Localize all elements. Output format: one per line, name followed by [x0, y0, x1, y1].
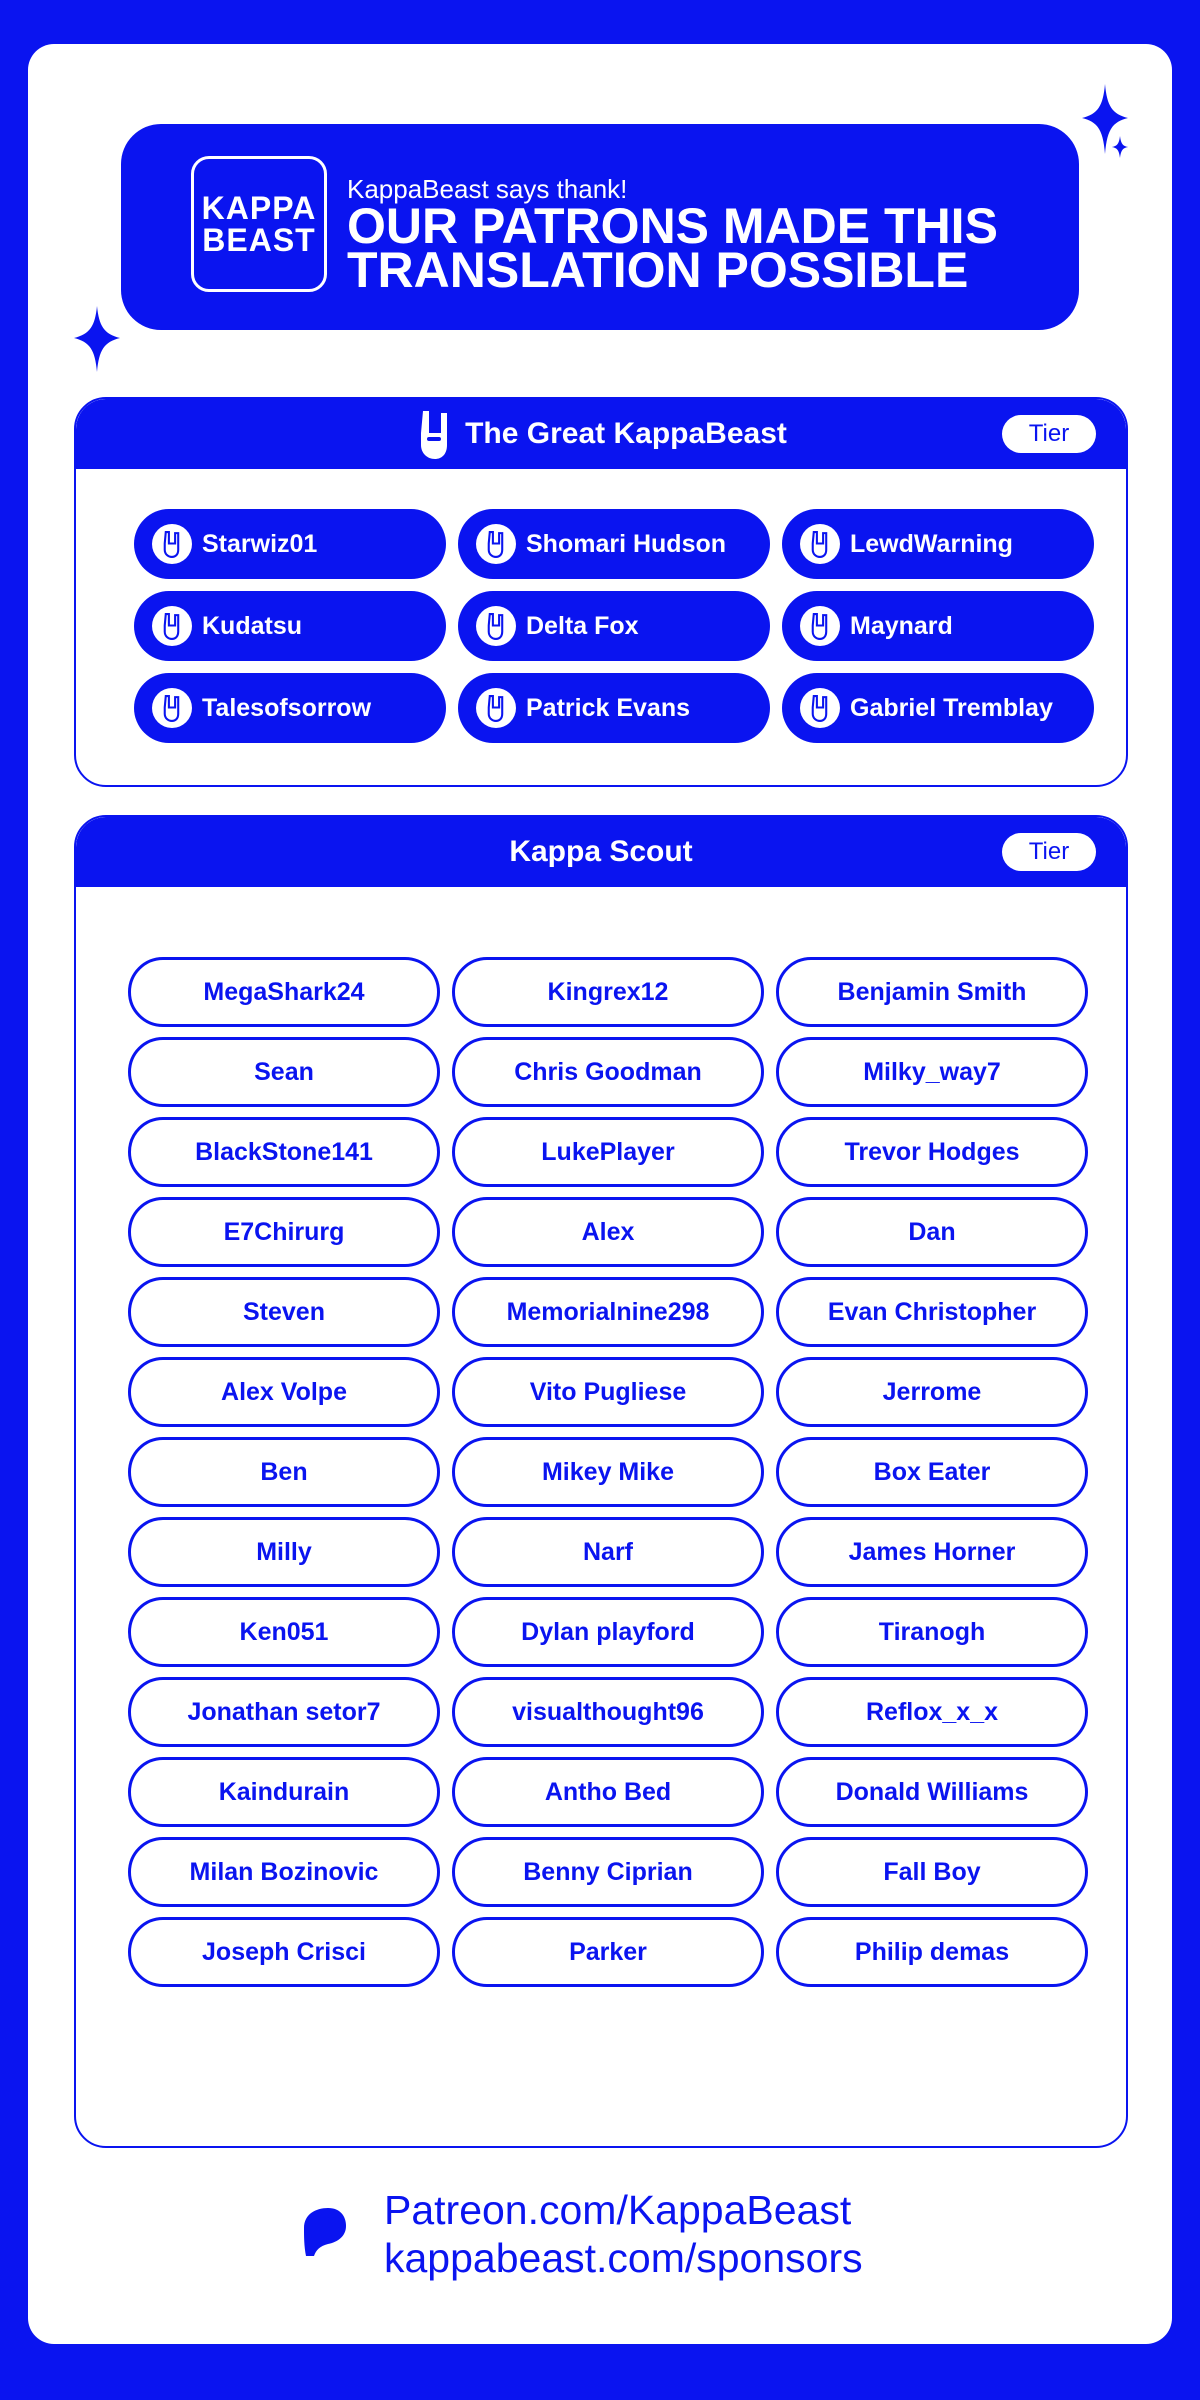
patron-name-pill — [782, 591, 1094, 661]
patron-name-pill — [128, 1917, 440, 1987]
tier-member-grid — [134, 509, 1094, 743]
patron-name: Donald Williams — [835, 1777, 1029, 1806]
patreon-icon — [300, 2206, 346, 2258]
patron-name: Talesofsorrow — [202, 693, 372, 722]
patron-name: Parker — [569, 1937, 647, 1966]
patron-name-pill — [452, 1837, 764, 1907]
patron-name-pill — [776, 1757, 1088, 1827]
patron-name-pill — [128, 1597, 440, 1667]
patron-name-pill — [128, 957, 440, 1027]
tier-title-text: Kappa Scout — [509, 835, 693, 868]
patron-name-pill — [452, 1437, 764, 1507]
patron-name-pill — [776, 1677, 1088, 1747]
tier-kappa-scout — [74, 815, 1128, 2148]
patron-name: Kaindurain — [218, 1777, 350, 1806]
rock-hand-icon — [476, 688, 516, 728]
patron-name: Fall Boy — [883, 1857, 981, 1886]
sparkle-icon — [1082, 84, 1128, 164]
patron-name: Ben — [260, 1457, 308, 1486]
patron-name-pill — [452, 1277, 764, 1347]
patron-name-pill — [776, 1357, 1088, 1427]
patron-name: E7Chirurg — [223, 1217, 345, 1246]
patron-name: Kingrex12 — [547, 977, 669, 1006]
patron-name: Kudatsu — [202, 611, 302, 640]
patron-name-pill — [128, 1197, 440, 1267]
sponsors-link[interactable]: kappabeast.com/sponsors — [384, 2235, 863, 2281]
patron-name: Box Eater — [873, 1457, 991, 1486]
patron-name-pill — [452, 1197, 764, 1267]
header-banner — [121, 124, 1079, 330]
patron-name: Vito Pugliese — [529, 1377, 687, 1406]
patron-name: Trevor Hodges — [844, 1137, 1020, 1166]
tier-badge: Tier — [1002, 415, 1096, 453]
tier-badge: Tier — [1002, 833, 1096, 871]
patron-name: Milky_way7 — [863, 1057, 1001, 1086]
rock-hand-icon — [152, 606, 192, 646]
patron-name: Tiranogh — [878, 1617, 986, 1646]
patron-name: Shomari Hudson — [526, 529, 727, 558]
patron-name: Philip demas — [854, 1937, 1010, 1966]
tier-great-kappabeast — [74, 397, 1128, 787]
patron-name-pill — [452, 1917, 764, 1987]
patron-name-pill — [452, 957, 764, 1027]
patron-name: visualthought96 — [512, 1697, 704, 1726]
rock-hand-icon — [476, 524, 516, 564]
patron-name: Reflox_x_x — [865, 1697, 999, 1726]
patron-name: Benjamin Smith — [837, 977, 1027, 1006]
patron-name: LukePlayer — [541, 1137, 675, 1166]
header-subtitle: KappaBeast says thank! — [347, 174, 628, 204]
tier-title — [76, 399, 1126, 469]
patron-name-pill — [776, 1277, 1088, 1347]
page-title: OUR PATRONS MADE THIS TRANSLATION POSSIBLE — [347, 198, 998, 298]
rock-hand-icon — [800, 688, 840, 728]
rock-hand-icon — [800, 524, 840, 564]
rock-hand-icon — [800, 606, 840, 646]
patron-name-pill — [458, 509, 770, 579]
patron-name-pill — [776, 1597, 1088, 1667]
patron-name: Patrick Evans — [526, 693, 690, 722]
patron-name: MegaShark24 — [203, 977, 365, 1006]
patron-name-pill — [128, 1677, 440, 1747]
patron-name-pill — [128, 1277, 440, 1347]
patron-name: Narf — [582, 1537, 633, 1566]
patron-name-pill — [452, 1757, 764, 1827]
patron-name-pill — [782, 673, 1094, 743]
patron-name: Dan — [908, 1217, 956, 1246]
patron-name-pill — [128, 1517, 440, 1587]
sparkle-icon — [74, 300, 120, 380]
patron-name: Jonathan setor7 — [187, 1697, 381, 1726]
patron-name: BlackStone141 — [195, 1137, 373, 1166]
patron-name: Dylan playford — [521, 1617, 695, 1646]
kappabeast-logo — [191, 156, 327, 292]
patron-name: Gabriel Tremblay — [850, 693, 1053, 722]
patron-name-pill — [128, 1037, 440, 1107]
patron-name: Maynard — [850, 611, 953, 640]
patron-name-pill — [134, 509, 446, 579]
patron-name: James Horner — [848, 1537, 1016, 1566]
patron-name-pill — [128, 1437, 440, 1507]
patron-name: Evan Christopher — [827, 1297, 1037, 1326]
patreon-link[interactable]: Patreon.com/KappaBeast — [384, 2187, 852, 2233]
patron-name-pill — [776, 1437, 1088, 1507]
patron-name-pill — [452, 1517, 764, 1587]
rock-hand-icon — [415, 407, 455, 461]
patron-name: Mikey Mike — [541, 1457, 674, 1486]
patron-name-pill — [776, 1117, 1088, 1187]
rock-hand-icon — [152, 524, 192, 564]
patron-name-pill — [128, 1357, 440, 1427]
patron-name: Jerrome — [882, 1377, 982, 1406]
patron-name: Steven — [243, 1297, 325, 1326]
patron-name-pill — [452, 1597, 764, 1667]
patron-name: Alex Volpe — [221, 1377, 347, 1406]
patron-name-pill — [452, 1357, 764, 1427]
patron-name-pill — [458, 673, 770, 743]
patron-name-pill — [776, 957, 1088, 1027]
patron-name: Antho Bed — [544, 1777, 672, 1806]
patron-name: Ken051 — [239, 1617, 329, 1646]
patron-name-pill — [128, 1117, 440, 1187]
patron-name: Chris Goodman — [514, 1057, 702, 1086]
patron-name: LewdWarning — [850, 529, 1013, 558]
patron-name-pill — [134, 673, 446, 743]
patron-name-pill — [134, 591, 446, 661]
footer-links — [384, 2186, 863, 2282]
patron-name-pill — [776, 1197, 1088, 1267]
rock-hand-icon — [152, 688, 192, 728]
patron-name-pill — [452, 1117, 764, 1187]
patron-name: Benny Ciprian — [523, 1857, 693, 1886]
patron-name-pill — [458, 591, 770, 661]
patron-name: Joseph Crisci — [202, 1937, 366, 1966]
patron-name-pill — [452, 1677, 764, 1747]
patron-name: Starwiz01 — [202, 529, 318, 558]
patron-name: Milan Bozinovic — [189, 1857, 379, 1886]
patron-name-pill — [128, 1837, 440, 1907]
patron-name: Delta Fox — [526, 611, 639, 640]
tier-member-grid — [128, 957, 1088, 1987]
logo-text-line2: BEAST — [202, 222, 316, 258]
patron-name-pill — [776, 1517, 1088, 1587]
patron-name-pill — [782, 509, 1094, 579]
patron-name: Memorialnine298 — [506, 1297, 710, 1326]
patron-name: Milly — [256, 1537, 312, 1566]
rock-hand-icon — [476, 606, 516, 646]
patron-name-pill — [776, 1837, 1088, 1907]
patron-name-pill — [776, 1917, 1088, 1987]
patron-name-pill — [128, 1757, 440, 1827]
patron-name-pill — [452, 1037, 764, 1107]
patron-name-pill — [776, 1037, 1088, 1107]
tier-title-text: The Great KappaBeast — [465, 417, 787, 450]
logo-text-line1: KAPPA — [201, 190, 317, 226]
tier-title — [76, 817, 1126, 887]
patron-name: Alex — [581, 1217, 635, 1246]
patron-name: Sean — [254, 1057, 314, 1086]
